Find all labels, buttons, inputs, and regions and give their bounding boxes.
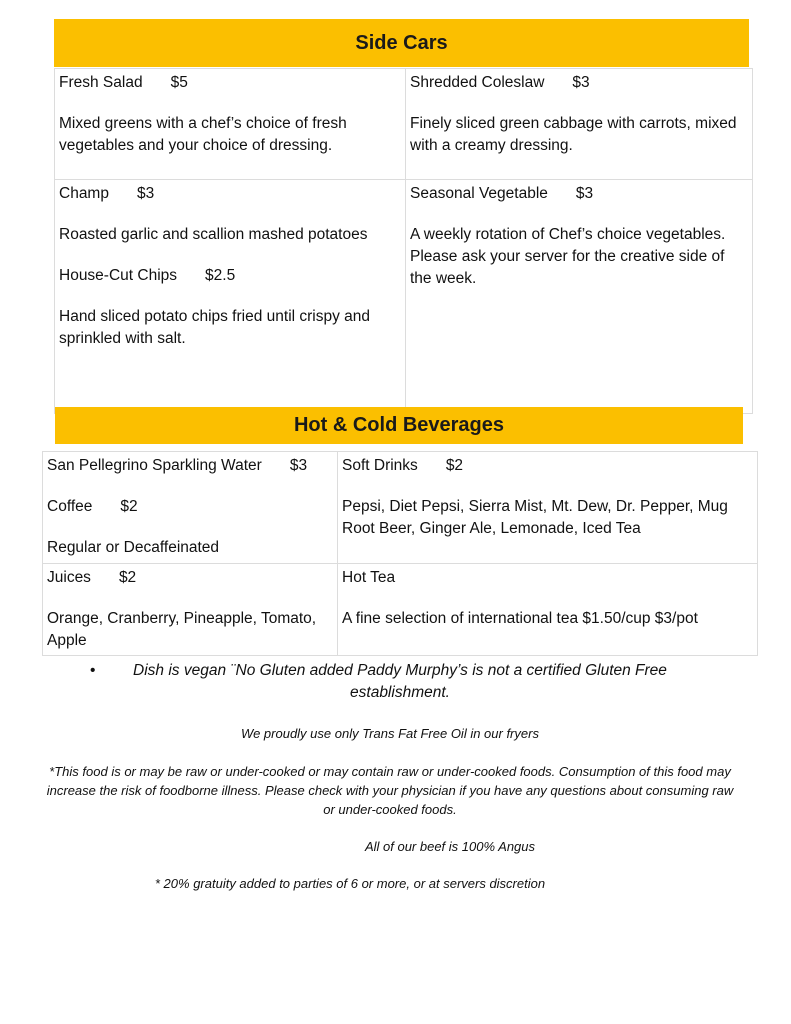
item-price: $2 xyxy=(120,498,138,515)
beverages-table xyxy=(42,451,758,656)
menu-item-heading xyxy=(47,496,333,518)
item-description: Mixed greens with a chef’s choice of fresh vegetables and your choice of dressing. xyxy=(59,115,347,154)
bullet-icon: • xyxy=(90,662,96,679)
gratuity-note: * 20% gratuity added to parties of 6 or more, or at servers discretion xyxy=(154,876,546,891)
item-price: $2.5 xyxy=(205,267,236,284)
menu-item-heading xyxy=(47,455,333,477)
item-price: $3 xyxy=(289,457,308,474)
item-description: Orange, Cranberry, Pineapple, Tomato, Apple xyxy=(47,610,317,649)
menu-cell xyxy=(338,452,758,564)
footnotes xyxy=(40,660,740,893)
item-price: $2 xyxy=(445,457,464,474)
item-description: A fine selection of international tea $1.50/cup $3/pot xyxy=(342,610,698,627)
item-name: Champ xyxy=(59,185,109,202)
item-name: Coffee xyxy=(47,498,93,515)
item-name: Fresh Salad xyxy=(59,74,143,91)
menu-item-heading xyxy=(59,72,401,94)
menu-item-heading xyxy=(410,183,748,205)
side-cars-header xyxy=(54,19,749,67)
menu-cell xyxy=(55,69,406,180)
item-price: $3 xyxy=(575,185,594,202)
raw-food-warning: *This food is or may be raw or under-cooked or may contain raw or under-cooked foods. Consumption of this food may increase the risk of foodborne illness. Please check with your physician if you have any questions about consuming raw or under-cooked foods. xyxy=(46,764,734,817)
menu-item-heading xyxy=(59,265,401,287)
item-name: Shredded Coleslaw xyxy=(410,74,545,91)
item-name: House-Cut Chips xyxy=(59,267,178,284)
item-name: Soft Drinks xyxy=(342,457,418,474)
menu-item-heading xyxy=(342,455,753,477)
menu-cell xyxy=(43,564,338,656)
item-description: Pepsi, Diet Pepsi, Sierra Mist, Mt. Dew, Dr. Pepper, Mug Root Beer, Ginger Ale, Lemonade, Iced Tea xyxy=(342,498,728,537)
item-description: Finely sliced green cabbage with carrots, mixed with a creamy dressing. xyxy=(410,115,737,154)
item-price: $5 xyxy=(170,74,188,91)
menu-cell xyxy=(338,564,758,656)
beverages-header xyxy=(55,407,743,444)
item-price: $3 xyxy=(572,74,590,91)
menu-item-heading xyxy=(59,183,401,205)
item-price: $3 xyxy=(136,185,155,202)
item-description: Hand sliced potato chips fried until crispy and sprinkled with salt. xyxy=(59,308,371,347)
side-cars-table xyxy=(54,68,753,414)
item-name: Seasonal Vegetable xyxy=(410,185,548,202)
table-row xyxy=(43,564,758,656)
item-description: Roasted garlic and scallion mashed potatoes xyxy=(59,226,368,243)
menu-item-heading xyxy=(47,567,333,589)
section-title: Side Cars xyxy=(355,31,448,54)
item-description: Regular or Decaffeinated xyxy=(47,539,220,556)
item-name: Juices xyxy=(47,569,91,586)
item-description: A weekly rotation of Chef’s choice vegetables. Please ask your server for the creative side of the week. xyxy=(410,226,726,287)
section-title: Hot & Cold Beverages xyxy=(293,414,505,436)
dietary-text: Dish is vegan ¨No Gluten added Paddy Murphy’s is not a certified Gluten Free establishment. xyxy=(133,662,667,701)
dietary-note xyxy=(40,660,740,704)
menu-cell xyxy=(55,180,406,414)
menu-cell xyxy=(406,69,753,180)
menu-item-heading xyxy=(342,567,753,589)
item-name: San Pellegrino Sparkling Water xyxy=(47,457,262,474)
item-name: Hot Tea xyxy=(342,569,396,586)
menu-cell xyxy=(43,452,338,564)
menu-item-heading xyxy=(410,72,748,94)
table-row xyxy=(55,180,753,414)
table-row xyxy=(43,452,758,564)
menu-cell xyxy=(406,180,753,414)
item-price: $2 xyxy=(118,569,137,586)
table-row xyxy=(55,69,753,180)
oil-note: We proudly use only Trans Fat Free Oil in our fryers xyxy=(241,726,539,741)
beef-note: All of our beef is 100% Angus xyxy=(364,839,536,854)
